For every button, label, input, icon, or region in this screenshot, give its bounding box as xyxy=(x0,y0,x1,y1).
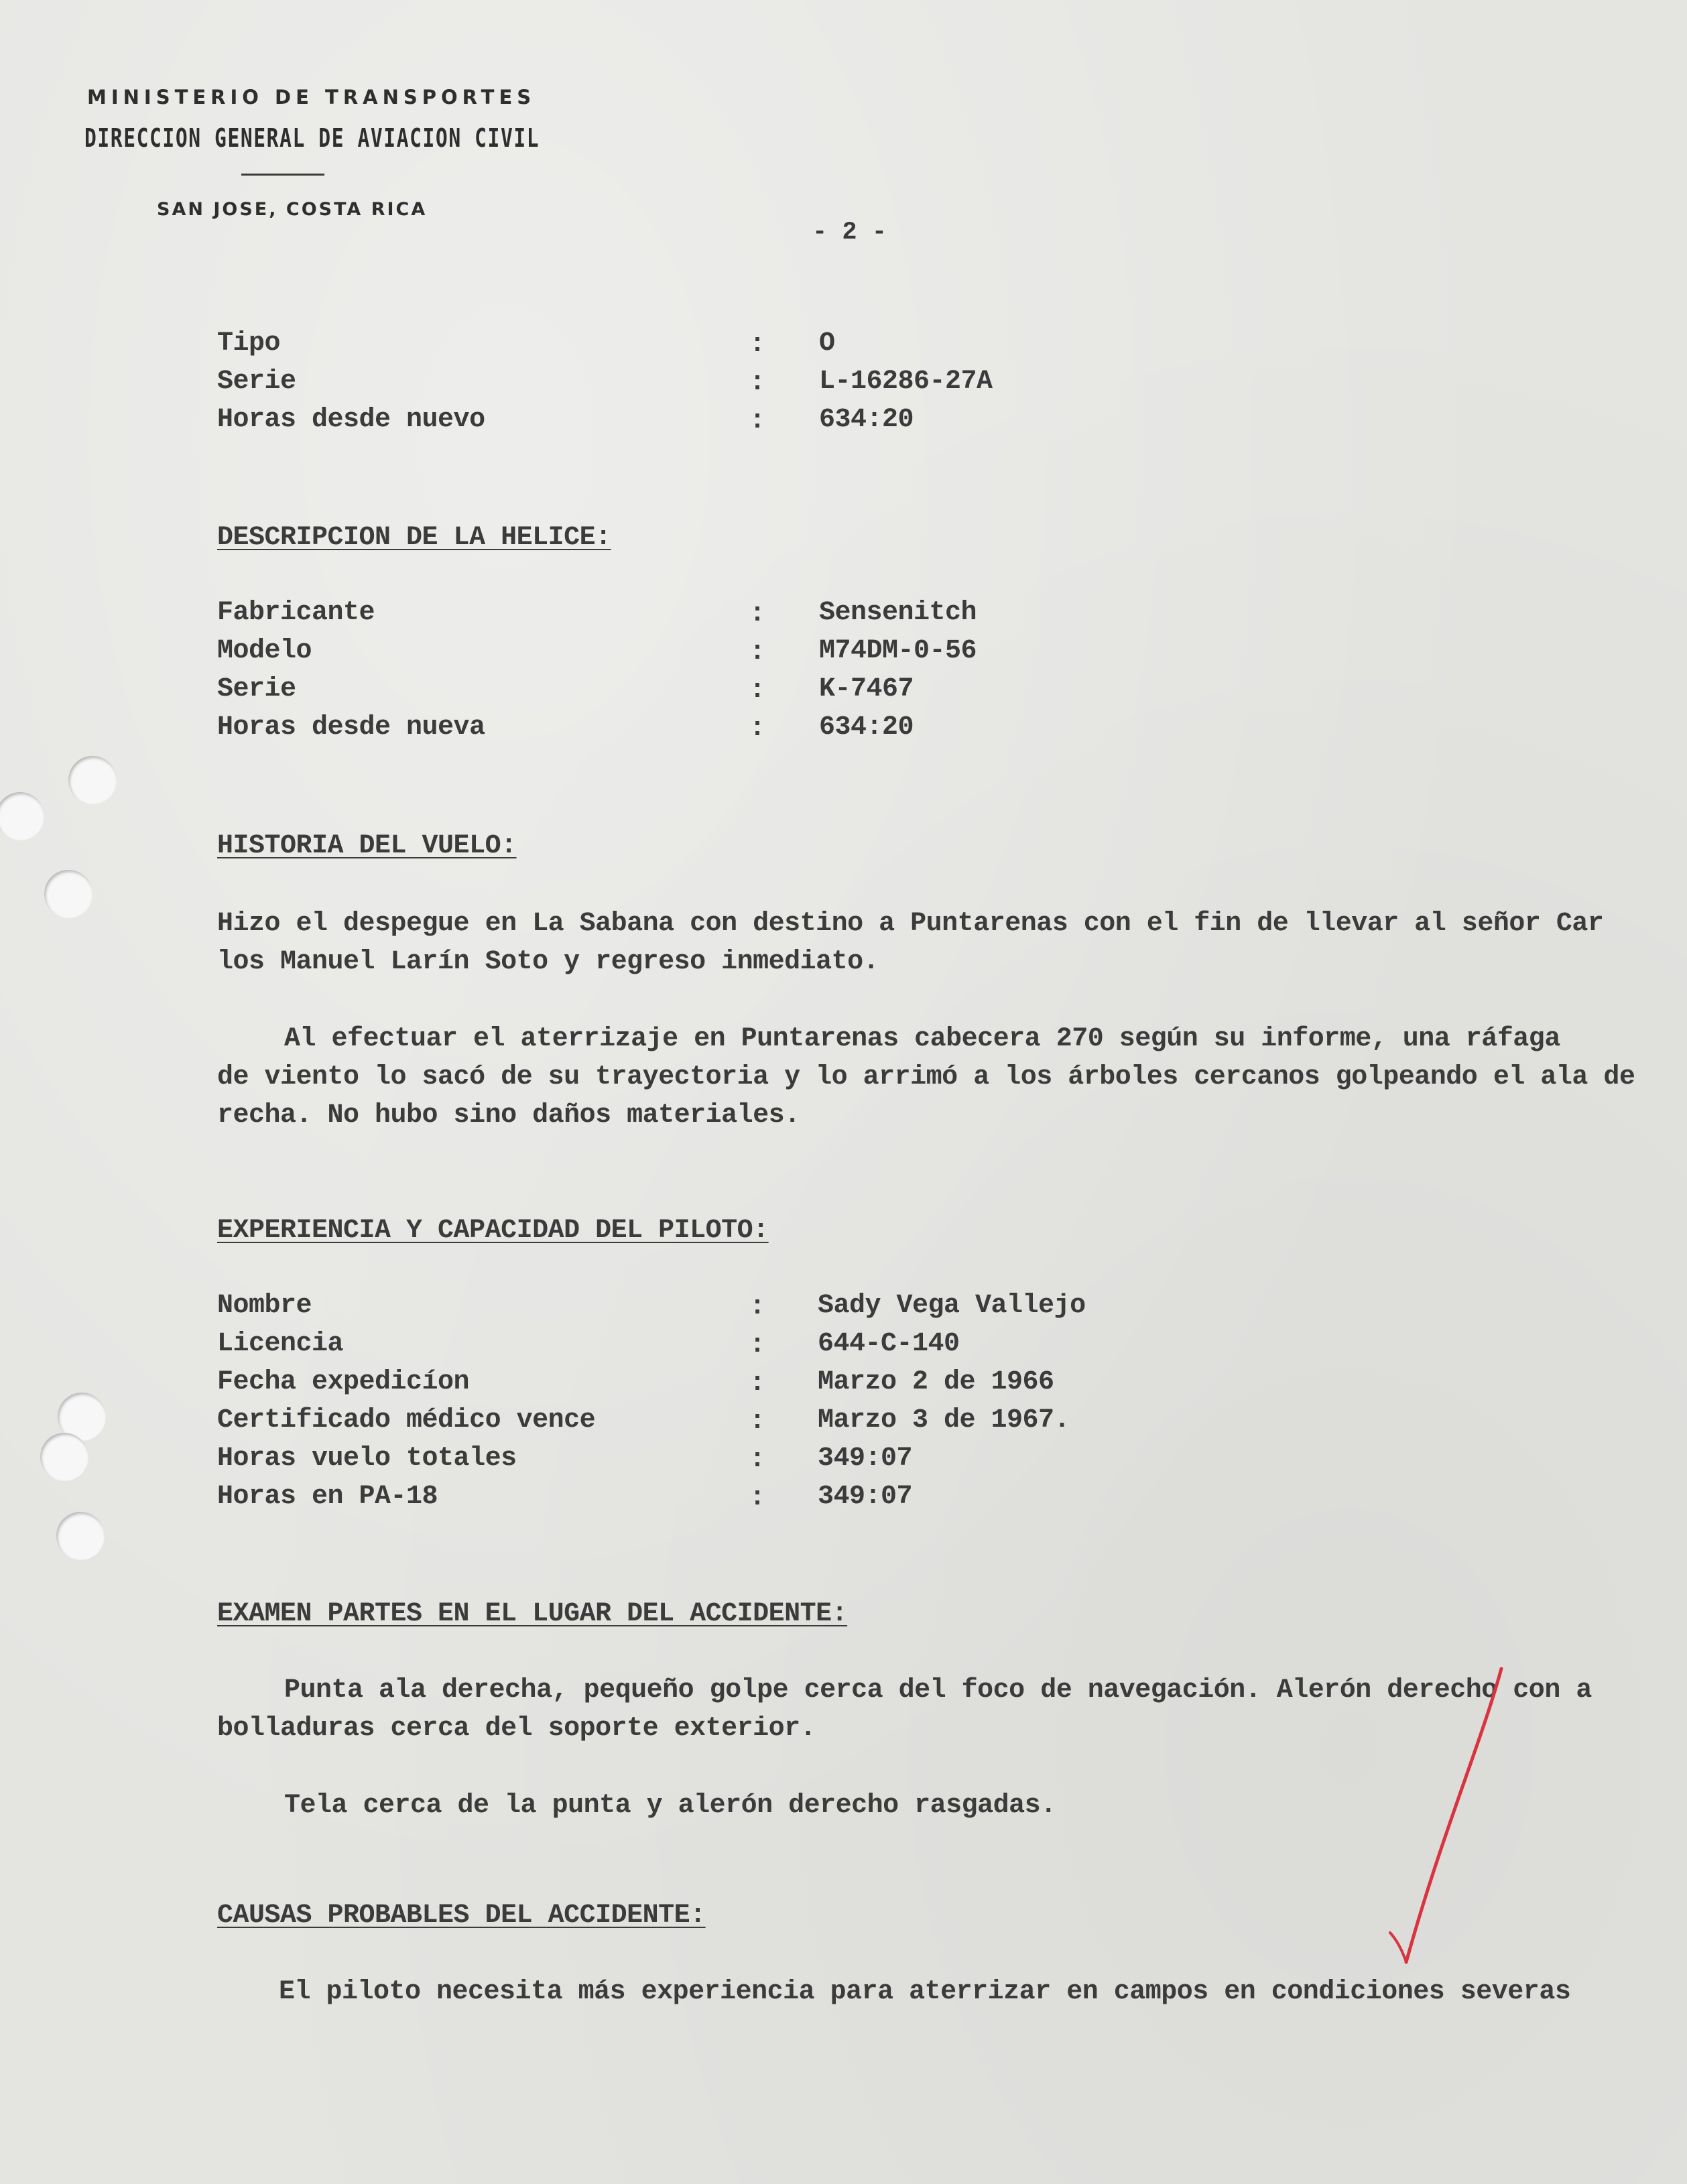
paragraph-line: Al efectuar el aterrizaje en Puntarenas cabecera 270 según su informe, una ráfaga xyxy=(284,1024,1560,1054)
field-colon: : xyxy=(749,1445,766,1475)
field-label: Horas desde nueva xyxy=(217,712,485,743)
field-label: Serie xyxy=(217,367,296,397)
field-colon: : xyxy=(749,714,766,744)
paragraph-line: Punta ala derecha, pequeño golpe cerca del foco de navegación. Alerón derecho con a xyxy=(284,1675,1592,1706)
section-heading-propeller: DESCRIPCION DE LA HELICE: xyxy=(217,523,611,553)
field-colon: : xyxy=(749,1368,766,1399)
field-label: Licencia xyxy=(217,1329,344,1359)
field-colon: : xyxy=(749,368,766,398)
page-number: - 2 - xyxy=(812,218,887,247)
paragraph-line: Tela cerca de la punta y alerón derecho rasgadas. xyxy=(284,1791,1056,1821)
field-label: Fabricante xyxy=(217,598,375,628)
field-colon: : xyxy=(749,676,766,706)
field-colon: : xyxy=(749,1330,766,1360)
section-heading-examination: EXAMEN PARTES EN EL LUGAR DEL ACCIDENTE: xyxy=(217,1599,848,1629)
field-value: K-7467 xyxy=(819,674,914,704)
field-value: Marzo 3 de 1967. xyxy=(818,1405,1070,1435)
paragraph-line: recha. No hubo sino daños materiales. xyxy=(217,1100,800,1131)
field-colon: : xyxy=(749,406,766,436)
field-value: L-16286-27A xyxy=(819,367,993,397)
paragraph-line: de viento lo sacó de su trayectoria y lo arrimó a los árboles cercanos golpeando el ala de xyxy=(217,1062,1635,1092)
paragraph-line: los Manuel Larín Soto y regreso inmediato. xyxy=(217,947,879,977)
field-value: M74DM-0-56 xyxy=(819,636,977,666)
field-label: Horas desde nuevo xyxy=(217,405,485,435)
punch-hole xyxy=(68,756,117,804)
letterhead-rule xyxy=(241,174,324,176)
field-value: 644-C-140 xyxy=(818,1329,960,1359)
punch-hole xyxy=(40,1433,88,1481)
letterhead-directorate: DIRECCION GENERAL DE AVIACION CIVIL xyxy=(84,123,540,153)
field-value: 349:07 xyxy=(818,1443,913,1474)
field-value: Sensenitch xyxy=(819,598,977,628)
section-heading-pilot: EXPERIENCIA Y CAPACIDAD DEL PILOTO: xyxy=(217,1216,769,1246)
field-colon: : xyxy=(749,599,766,629)
field-label: Certificado médico vence xyxy=(217,1405,596,1435)
field-value: O xyxy=(819,328,835,359)
field-colon: : xyxy=(749,1407,766,1437)
field-label: Serie xyxy=(217,674,296,704)
field-colon: : xyxy=(749,1292,766,1322)
letterhead-city: SAN JOSE, COSTA RICA xyxy=(157,199,428,220)
field-value: 634:20 xyxy=(819,405,914,435)
field-label: Fecha expedicíon xyxy=(217,1367,470,1397)
field-value: 634:20 xyxy=(819,712,914,743)
field-colon: : xyxy=(749,637,766,667)
field-label: Tipo xyxy=(217,328,281,359)
field-colon: : xyxy=(749,1483,766,1513)
letterhead-ministry: MINISTERIO DE TRANSPORTES xyxy=(87,86,536,109)
punch-hole xyxy=(56,1512,105,1560)
field-label: Nombre xyxy=(217,1291,312,1321)
field-label: Horas en PA-18 xyxy=(217,1482,438,1512)
red-check-mark xyxy=(1367,1662,1515,1984)
punch-hole xyxy=(44,870,92,918)
field-value: Marzo 2 de 1966 xyxy=(818,1367,1054,1397)
field-value: 349:07 xyxy=(818,1482,913,1512)
section-heading-flight-history: HISTORIA DEL VUELO: xyxy=(217,831,517,861)
field-label: Horas vuelo totales xyxy=(217,1443,517,1474)
section-heading-causes: CAUSAS PROBABLES DEL ACCIDENTE: xyxy=(217,1901,706,1931)
field-label: Modelo xyxy=(217,636,312,666)
paragraph-line: El piloto necesita más experiencia para aterrizar en campos en condiciones severas xyxy=(279,1977,1571,2007)
field-colon: : xyxy=(749,330,766,360)
paragraph-line: bolladuras cerca del soporte exterior. xyxy=(217,1714,816,1744)
paragraph-line: Hizo el despegue en La Sabana con destino a Puntarenas con el fin de llevar al señor Car xyxy=(217,909,1604,939)
field-value: Sady Vega Vallejo xyxy=(818,1291,1086,1321)
